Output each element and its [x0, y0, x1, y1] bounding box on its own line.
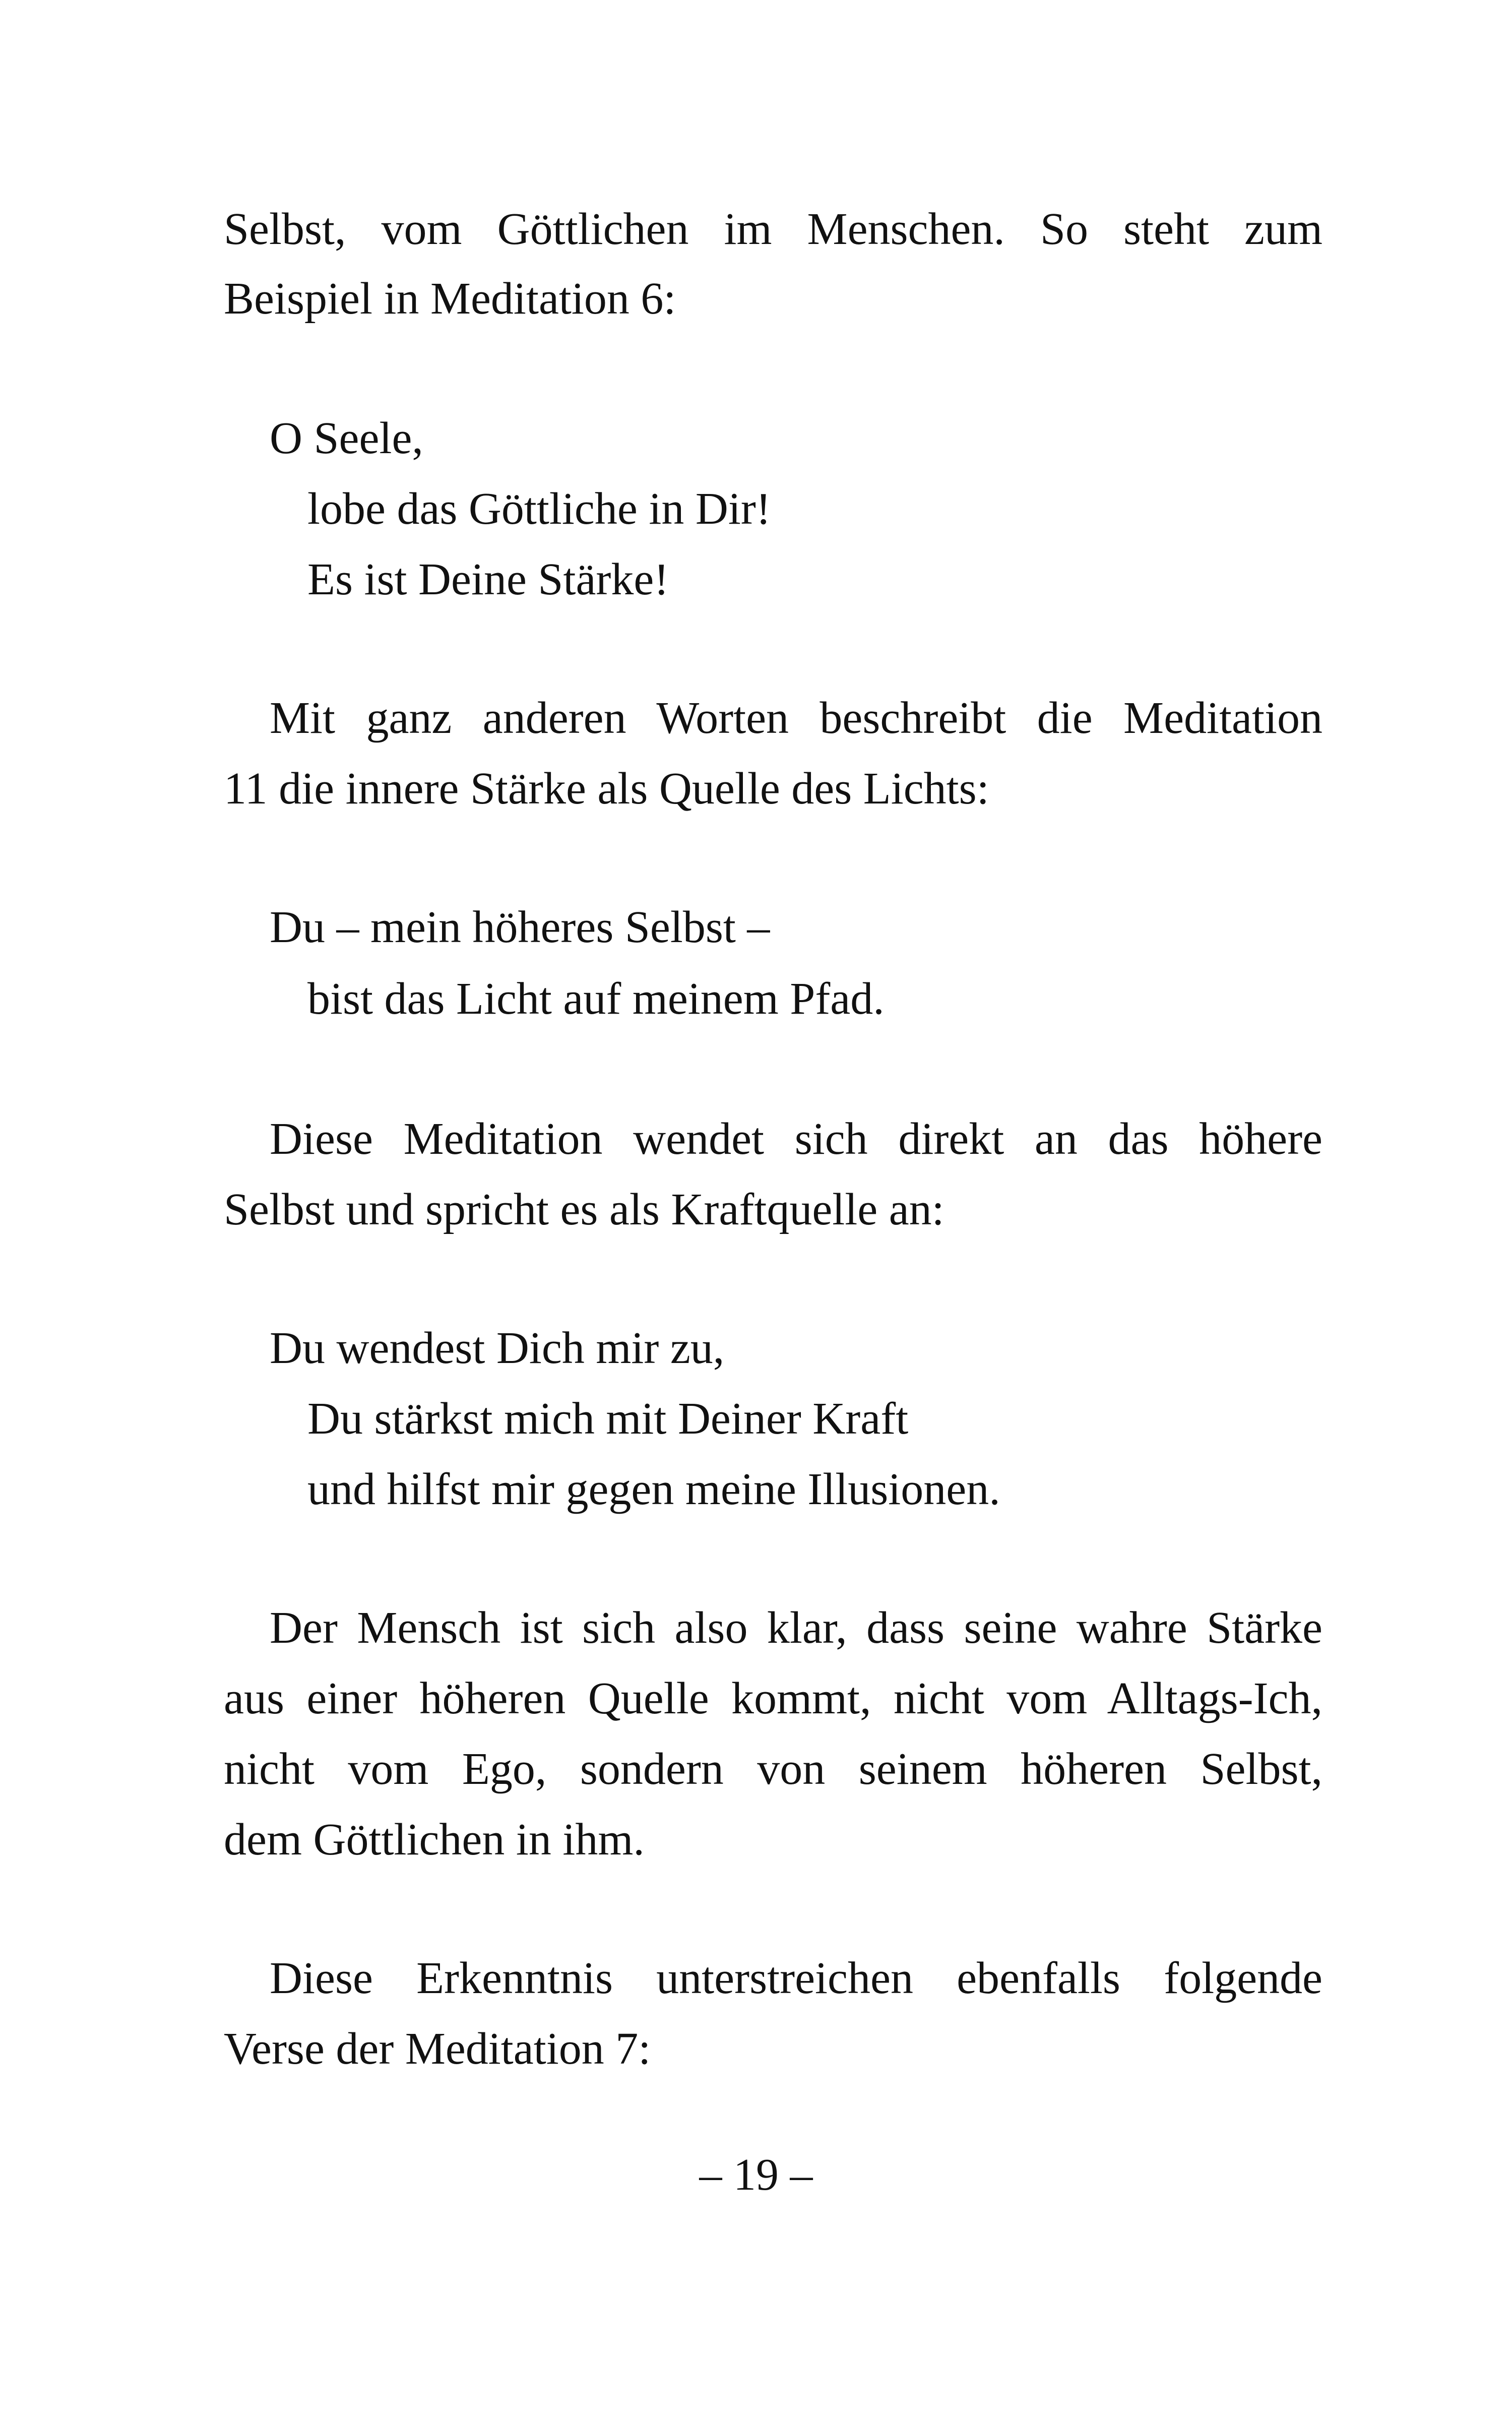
paragraph-4-line-1: Der Mensch ist sich also klar, dass seine wahre Stärke: [270, 1603, 1322, 1653]
paragraph-3-line-2: Selbst und spricht es als Kraftquelle an:: [224, 1185, 944, 1234]
paragraph-1-line-1: Selbst, vom Göttlichen im Menschen. So steht zum: [224, 204, 1322, 254]
verse-2-line-1: Du – mein höheres Selbst –: [270, 902, 770, 952]
paragraph-5-line-1: Diese Erkenntnis unterstreichen ebenfalls folgende: [270, 1953, 1322, 2003]
paragraph-4-line-4: dem Göttlichen in ihm.: [224, 1815, 645, 1865]
verse-3-line-2: Du stärkst mich mit Deiner Kraft: [307, 1394, 909, 1444]
paragraph-3-line-1: Diese Meditation wendet sich direkt an das höhere: [270, 1114, 1322, 1164]
paragraph-4-line-2: aus einer höheren Quelle kommt, nicht vom Alltags-Ich,: [224, 1674, 1322, 1723]
page-number: – 19 –: [699, 2150, 813, 2200]
paragraph-5-line-2: Verse der Meditation 7:: [224, 2024, 651, 2074]
verse-3-line-3: und hilfst mir gegen meine Illusionen.: [307, 1464, 1000, 1514]
verse-3-line-1: Du wendest Dich mir zu,: [270, 1323, 725, 1373]
verse-1-line-1: O Seele,: [270, 413, 423, 463]
verse-2-line-2: bist das Licht auf meinem Pfad.: [307, 974, 885, 1024]
paragraph-2-line-1: Mit ganz anderen Worten beschreibt die Meditation: [270, 693, 1322, 743]
paragraph-4-line-3: nicht vom Ego, sondern von seinem höheren Selbst,: [224, 1744, 1322, 1794]
paragraph-1-line-2: Beispiel in Meditation 6:: [224, 274, 676, 324]
verse-1-line-2: lobe das Göttliche in Dir!: [307, 484, 771, 534]
paragraph-2-line-2: 11 die innere Stärke als Quelle des Lichts:: [224, 764, 989, 814]
verse-1-line-3: Es ist Deine Stärke!: [307, 554, 669, 604]
